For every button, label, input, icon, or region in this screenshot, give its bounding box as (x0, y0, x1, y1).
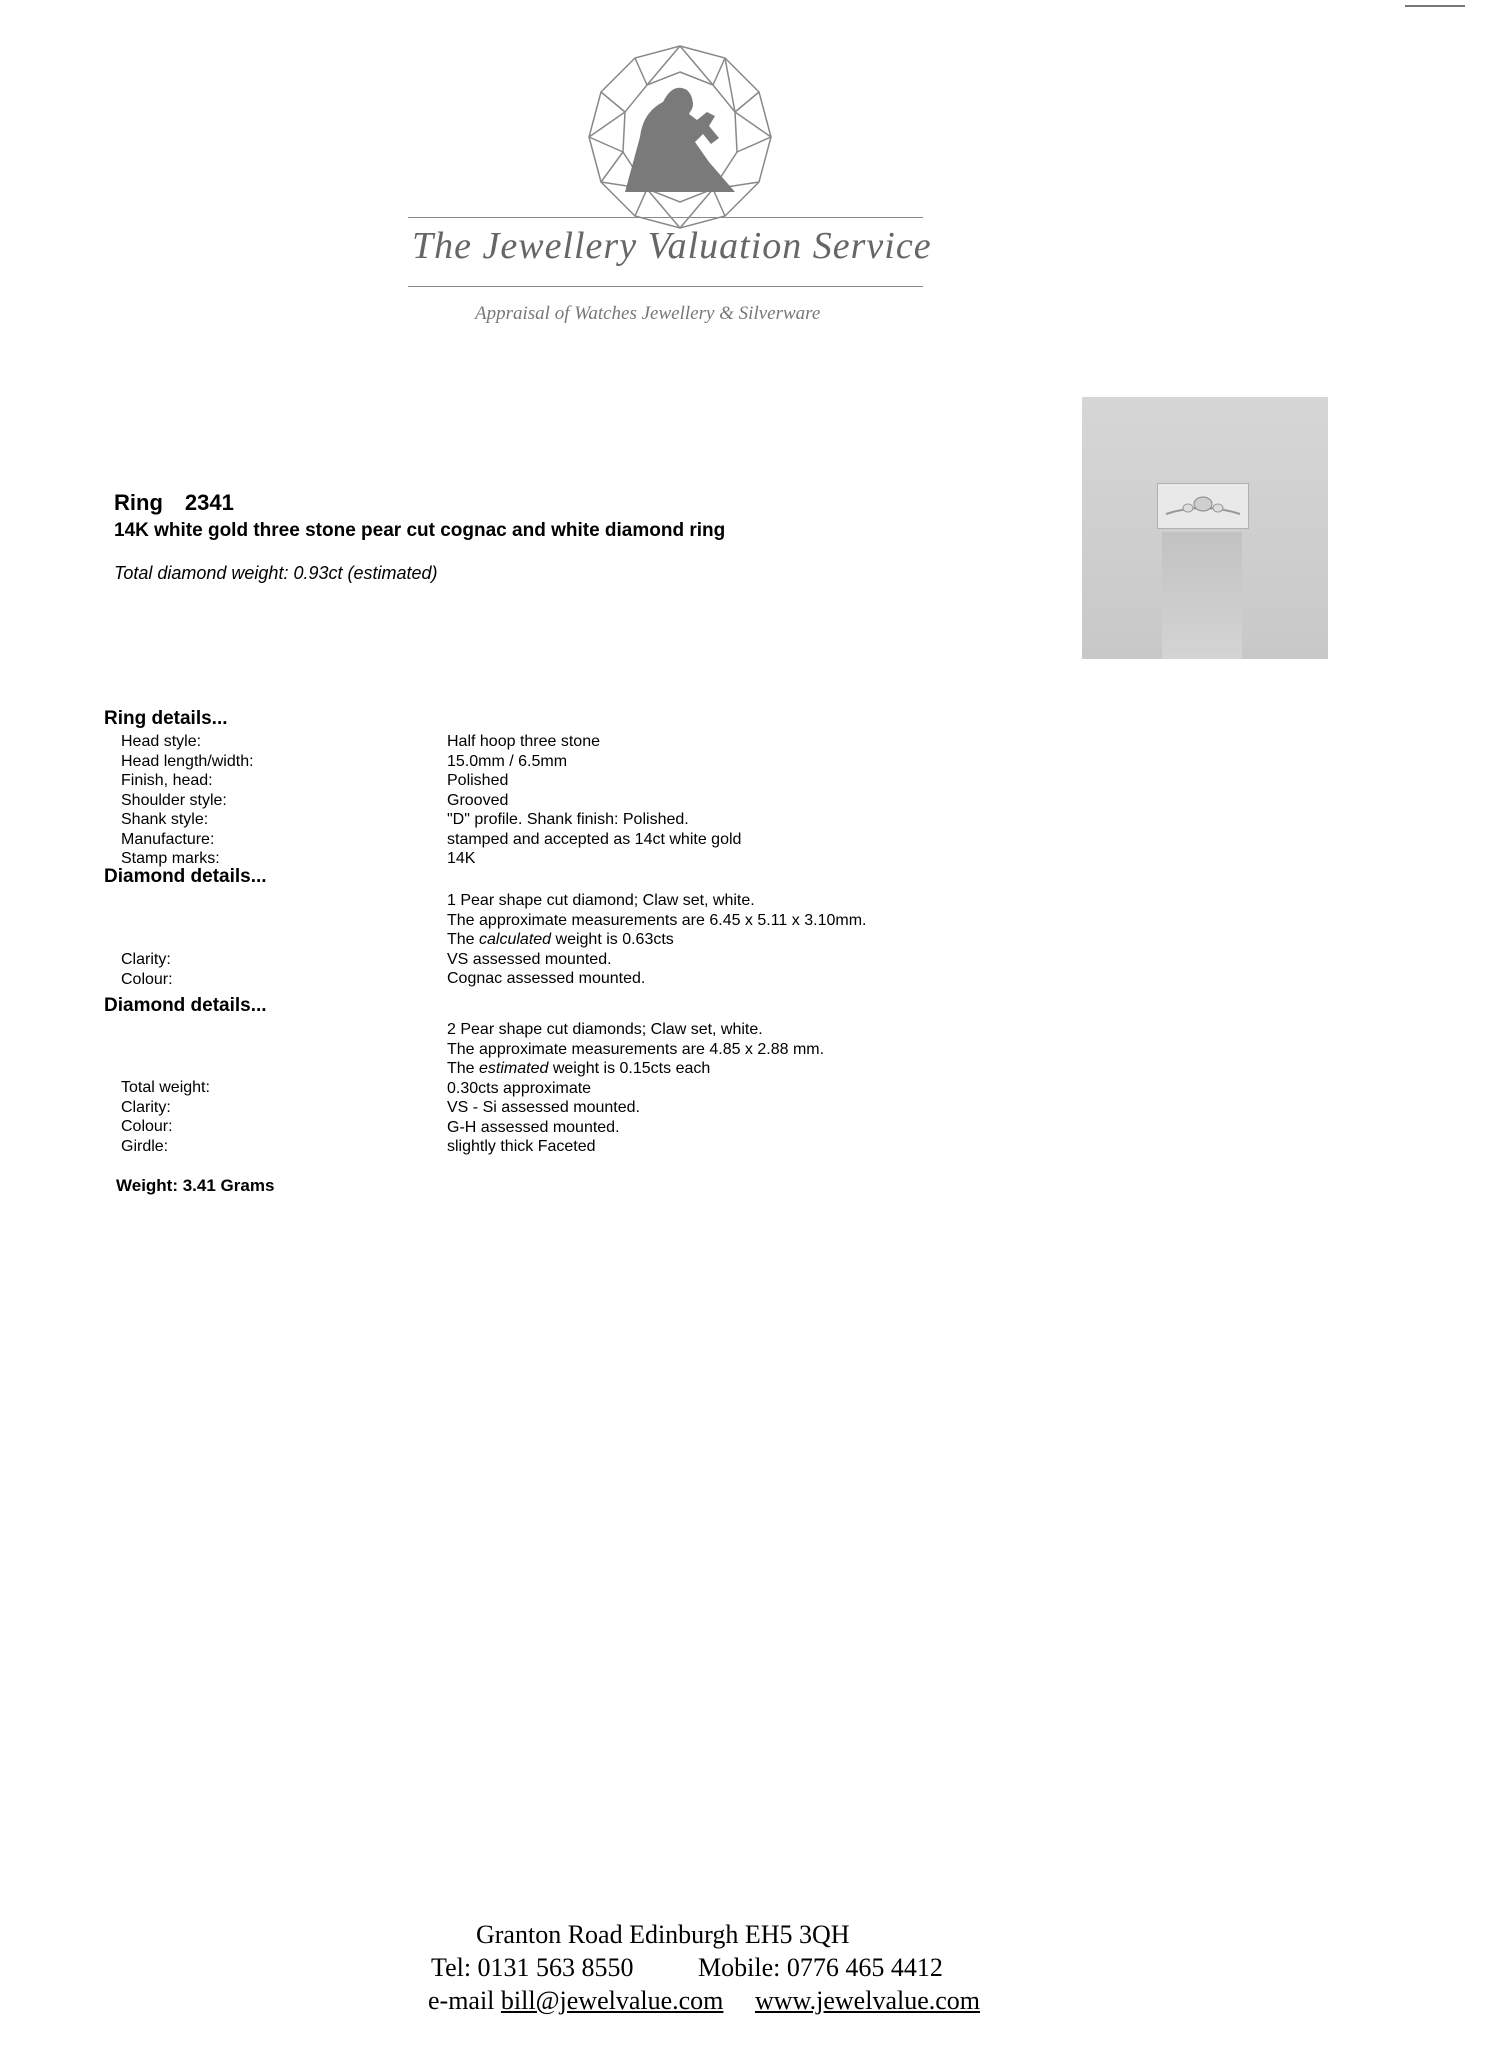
detail-value: "D" profile. Shank finish: Polished. (447, 811, 689, 828)
detail-label: Colour: (121, 1118, 173, 1135)
diamond-2-weight-line: The estimated weight is 0.15cts each (447, 1060, 711, 1077)
item-weight: Weight: 3.41 Grams (116, 1176, 275, 1195)
footer-address: Granton Road Edinburgh EH5 3QH (476, 1920, 850, 1949)
detail-value: slightly thick Faceted (447, 1138, 596, 1155)
detail-value: stamped and accepted as 14ct white gold (447, 830, 742, 848)
detail-label: Girdle: (121, 1137, 169, 1155)
detail-value: Cognac assessed mounted. (447, 970, 646, 987)
detail-value: Half hoop three stone (447, 733, 600, 750)
detail-value: Grooved (447, 791, 509, 809)
brand-top-rule (408, 217, 923, 218)
detail-value: G-H assessed mounted. (447, 1118, 620, 1136)
jeweller-logo-icon (585, 42, 775, 232)
detail-label: Clarity: (121, 1098, 171, 1116)
diamond-2-description (447, 1020, 824, 1157)
detail-label: Manufacture: (121, 830, 215, 848)
detail-label: Finish, head: (121, 772, 213, 789)
ring-display-stand (1162, 532, 1242, 659)
detail-label: Head style: (121, 733, 202, 750)
detail-value: Polished (447, 772, 509, 789)
diamond-2-labels (121, 1078, 210, 1156)
detail-label: Head length/width: (121, 752, 254, 770)
item-title (114, 490, 256, 516)
diamond-1-labels (121, 950, 173, 989)
diamond-1-line: 1 Pear shape cut diamond; Claw set, white. (447, 892, 755, 909)
detail-label: Clarity: (121, 951, 171, 968)
ring-details-values (447, 732, 741, 869)
item-category: Ring (114, 490, 163, 515)
detail-label: Shank style: (121, 811, 209, 828)
diamond-details-heading-1: Diamond details... (104, 866, 267, 887)
diamond-1-line: The approximate measurements are 6.45 x 5.11 x 3.10mm. (447, 911, 867, 929)
detail-value: VS assessed mounted. (447, 950, 612, 968)
corner-mark (1405, 5, 1465, 7)
diamond-2-line: 2 Pear shape cut diamonds; Claw set, white. (447, 1021, 763, 1038)
ring-photo (1082, 397, 1328, 659)
diamond-2-line: The approximate measurements are 4.85 x 2.88 mm. (447, 1040, 825, 1058)
detail-value: VS - Si assessed mounted. (447, 1099, 640, 1116)
brand-bottom-rule (408, 286, 923, 287)
item-description: 14K white gold three stone pear cut cognac and white diamond ring (114, 520, 726, 541)
total-diamond-weight: Total diamond weight: 0.93ct (estimated) (114, 563, 438, 583)
brand-tagline: Appraisal of Watches Jewellery & Silverware (475, 303, 821, 324)
diamond-1-description (447, 891, 866, 989)
detail-label: Total weight: (121, 1079, 210, 1096)
item-number: 2341 (184, 490, 234, 515)
detail-value: 14K (447, 850, 476, 867)
diamond-details-heading-2: Diamond details... (104, 995, 267, 1016)
brand-name: The Jewellery Valuation Service (412, 225, 932, 267)
detail-label: Stamp marks: (121, 850, 220, 867)
detail-label: Colour: (121, 970, 173, 988)
detail-value: 15.0mm / 6.5mm (447, 752, 568, 770)
detail-value: 0.30cts approximate (447, 1079, 592, 1097)
diamond-1-weight-line: The calculated weight is 0.63cts (447, 931, 674, 948)
footer-email-label: e-mail (428, 1986, 495, 2015)
footer-email-row (428, 1986, 723, 2016)
footer-tel: Tel: 0131 563 8550 (431, 1953, 634, 1982)
footer-mobile: Mobile: 0776 465 4412 (698, 1953, 943, 1982)
ring-image-icon (1158, 484, 1248, 528)
ring-details-heading: Ring details... (104, 708, 228, 729)
ring-display-box (1157, 483, 1249, 529)
footer-email-link[interactable]: bill@jewelvalue.com (500, 1986, 724, 2015)
detail-label: Shoulder style: (121, 791, 227, 809)
footer-website-link[interactable]: www.jewelvalue.com (755, 1986, 981, 2015)
ring-details-labels (121, 732, 254, 869)
